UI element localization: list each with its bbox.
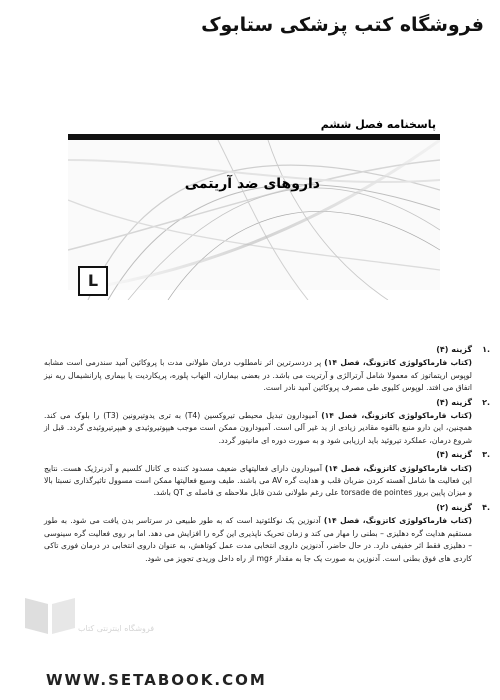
answer-choice: گزینه (۴) <box>436 345 472 354</box>
footer-website-link[interactable]: WWW.SETABOOK.COM <box>46 671 267 689</box>
answer-item <box>44 502 490 565</box>
answer-heading <box>44 397 490 409</box>
answer-reference: (کتاب فارماکولوژی کاتزونگ، فصل ۱۴) <box>321 411 472 421</box>
chapter-banner <box>68 100 440 300</box>
answer-number: .۲ <box>482 397 490 407</box>
answer-item <box>44 397 490 448</box>
answer-text: آمیودارون تبدیل محیطی تیروکسین (T4) به تری یدوتیرونین (T3) را بلوک می کند. همچنین، این دارو منبع بالقوه مقادیر زیادی از ید غیر آلی است. آمیودارون ممکن است موجب هیپوتیروئیدی و هیپرتیروئیدی گردد. قبل از شروع درمان، عملکرد تیروئید باید ارزیابی شود و به صورت دوره ای مانیتور گردد. <box>44 411 472 445</box>
answer-heading <box>44 502 490 514</box>
answer-explanation <box>44 410 472 447</box>
answer-number: .۱ <box>482 345 490 354</box>
answer-choice: گزینه (۴) <box>436 397 472 407</box>
chapter-label: پاسخنامه فصل ششم <box>320 118 436 131</box>
answer-choice: گزینه (۴) <box>436 450 472 460</box>
answer-heading <box>44 344 490 356</box>
answer-explanation <box>44 463 472 500</box>
answer-text: آدنوزین یک نوکلئوتید است که به طور طبیعی در سرتاسر بدن یافت می شود. به طور مستقیم هدایت گره دهلیزی – بطنی را مهار می کند و زمان تحریک ناپذیری این گره را افزایش می دهد. اما بر روی فعالیت گره سینوسی – دهلیزی فقط اثر خفیفی دارد. در حال حاضر، آدنوزین داروی انتخابی مدت عمل کوتاهش، به عنوان داروی انتخابی در درمان فوری تاکی کاردی های فوق بطنی است. آدنوزین به صورت یک جا به مقدار mg۶ از راه داخل وریدی تجویز می شود. <box>44 516 472 563</box>
watermark-logo <box>20 588 180 648</box>
watermark-text: فروشگاه اینترنتی کتاب <box>78 624 155 633</box>
answer-heading <box>44 449 490 461</box>
chapter-divider <box>68 134 440 140</box>
answer-reference: (کتاب فارماکولوژی کاتزونگ، فصل ۱۴) <box>323 516 472 526</box>
answer-explanation <box>44 515 472 565</box>
watermark-book-icon <box>20 588 80 638</box>
answer-text: پر دردسرترین اثر نامطلوب درمان طولانی مدت با پروکائین آمید سندرمی است مشابه لوپوس اریتماتوز که معمولا شامل آرترالژی و آرتریت می باشد. در بعضی بیماران، التهاب پلوره، پریکاردیت یا بیماری پارانشیمال ریه نیز اتفاق می افتد. لوپوس کلیوی طی مصرف پروکائین آمید نادر است. <box>44 358 472 393</box>
answer-item <box>44 449 490 500</box>
answers-content <box>44 344 490 567</box>
answer-reference: (کتاب فارماکولوژی کاتزونگ، فصل ۱۴) <box>324 463 472 473</box>
answer-item <box>44 344 490 395</box>
chapter-letter-box: L <box>78 266 108 296</box>
chapter-name: داروهای ضد آریتمی <box>184 176 320 192</box>
answer-reference: (کتاب فارماکولوژی کاتزونگ، فصل ۱۴) <box>324 358 472 368</box>
header-title: فروشگاه کتب پزشکی ستابوک <box>201 14 484 36</box>
answer-number: .۳ <box>482 450 490 460</box>
answer-choice: گزینه (۲) <box>436 502 472 512</box>
answer-number: .۴ <box>482 502 490 512</box>
answer-explanation <box>44 357 472 394</box>
answer-text: آمیودارون دارای فعالیتهای ضعیف مسدود کننده ی کانال کلسیم و آدرنرژیک هست. نتایج این فعالیت ها شامل آهسته کردن ضربان قلب و هدایت گره AV می باشند. طیف وسیع فعالیتها ممکن است مسوول تاثیرگذاری نسبتا بالا و میزان پایین بروز torsade de pointes علی رغم طولانی شدن قابل ملاحظه ی فاصله ی QT باشد. <box>44 463 472 498</box>
